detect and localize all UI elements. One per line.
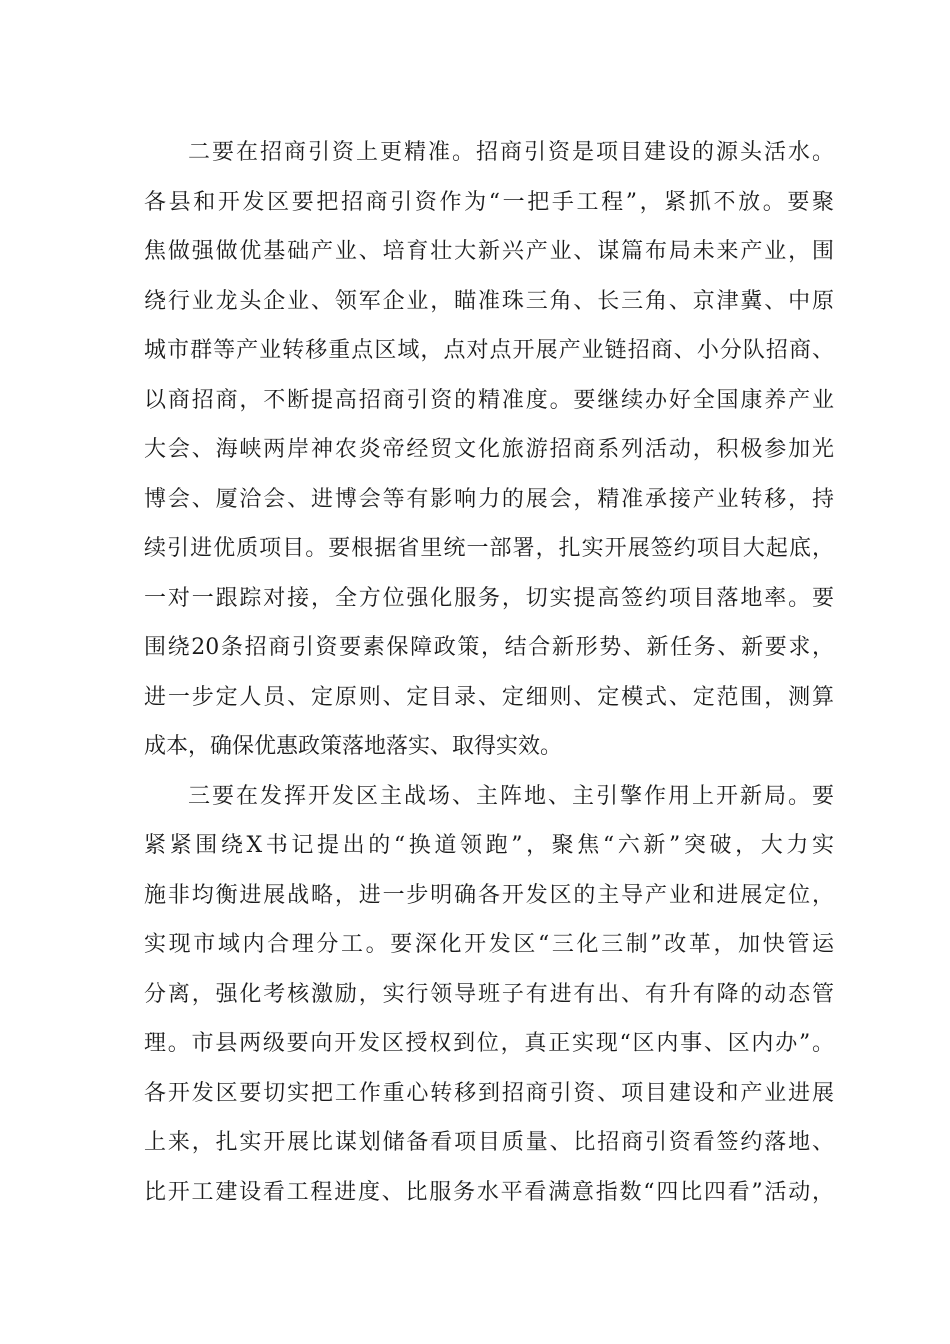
- text-line: 理。市县两级要向开发区授权到位，真正实现“区内事、区内办”。: [144, 1031, 834, 1056]
- text-line: 各开发区要切实把工作重心转移到招商引资、项目建设和产业进展: [144, 1080, 834, 1106]
- text-line: 大会、海峡两岸神农炎帝经贸文化旅游招商系列活动，积极参加光: [144, 437, 834, 462]
- text-line: 二要在招商引资上更精准。招商引资是项目建设的源头活水。: [188, 140, 834, 165]
- text-line: 以商招商，不断提高招商引资的精准度。要继续办好全国康养产业: [144, 387, 834, 413]
- text-line: 分离，强化考核激励，实行领导班子有进有出、有升有降的动态管: [144, 981, 834, 1007]
- text-line: 焦做强做优基础产业、培育壮大新兴产业、谋篇布局未来产业，围: [144, 239, 834, 264]
- text-line: 城市群等产业转移重点区域，点对点开展产业链招商、小分队招商、: [144, 338, 834, 363]
- text-line: 比开工建设看工程进度、比服务水平看满意指数“四比四看”活动，: [144, 1179, 834, 1205]
- text-line: 实现市域内合理分工。要深化开发区“三化三制”改革，加快管运: [144, 932, 834, 957]
- text-line: 紧紧围绕X书记提出的“换道领跑”，聚焦“六新”突破，大力实: [144, 833, 834, 858]
- text-line: 绕行业龙头企业、领军企业，瞄准珠三角、长三角、京津冀、中原: [144, 288, 834, 314]
- text-line: 各县和开发区要把招商引资作为“一把手工程”，紧抓不放。要聚: [144, 189, 834, 215]
- text-line: 成本，确保优惠政策落地落实、取得实效。: [144, 734, 563, 759]
- text-line: 施非均衡进展战略，进一步明确各开发区的主导产业和进展定位，: [144, 882, 834, 908]
- text-line: 进一步定人员、定原则、定目录、定细则、定模式、定范围，测算: [144, 684, 834, 710]
- text-line: 三要在发挥开发区主战场、主阵地、主引擎作用上开新局。要: [188, 783, 834, 809]
- text-line: 围绕20条招商引资要素保障政策，结合新形势、新任务、新要求，: [144, 635, 834, 660]
- text-line: 博会、厦洽会、进博会等有影响力的展会，精准承接产业转移，持: [144, 486, 834, 512]
- text-line: 上来，扎实开展比谋划储备看项目质量、比招商引资看签约落地、: [144, 1130, 834, 1155]
- text-line: 一对一跟踪对接，全方位强化服务，切实提高签约项目落地率。要: [144, 585, 834, 611]
- document-body: [144, 135, 834, 1224]
- text-line: 续引进优质项目。要根据省里统一部署，扎实开展签约项目大起底，: [144, 536, 834, 561]
